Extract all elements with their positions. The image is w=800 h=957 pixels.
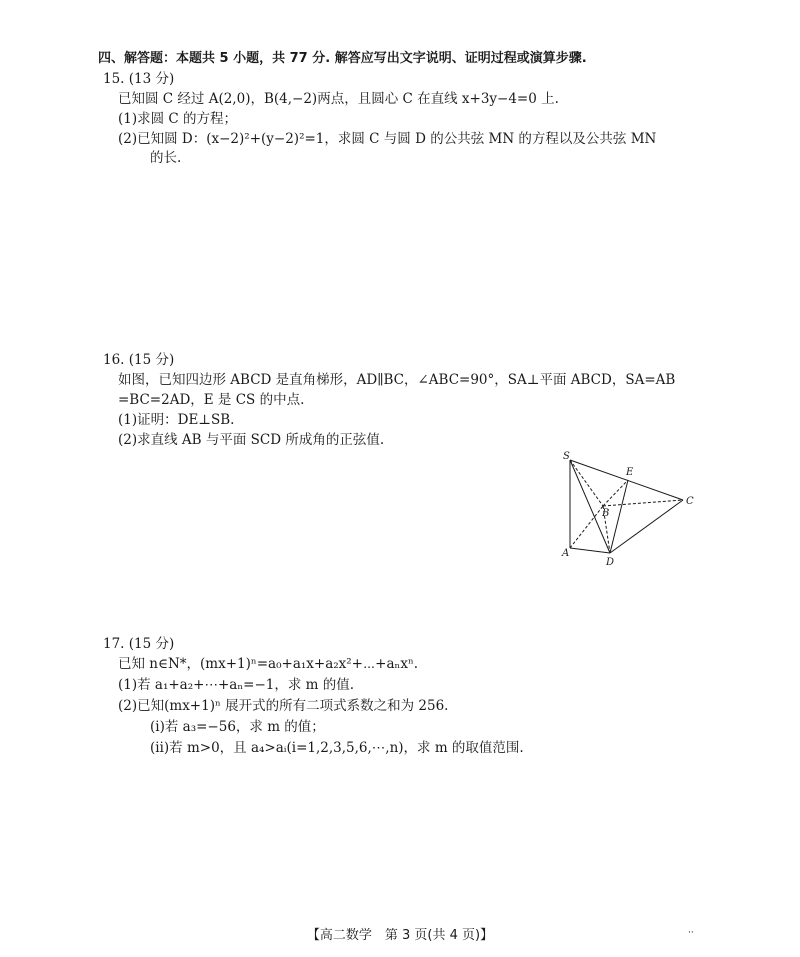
label-B: B [602, 508, 610, 519]
label-S: S [563, 451, 570, 462]
q15-part1: (1)求圆 C 的方程； [118, 111, 238, 127]
q15-number: 15. (13 分) [103, 71, 175, 87]
q16-stem-line2: =BC=2AD，E 是 CS 的中点. [118, 392, 305, 408]
edge-BC [603, 500, 683, 506]
q17-part2: (2)已知(mx+1)ⁿ 展开式的所有二项式系数之和为 256. [118, 698, 449, 714]
q17-part2-ii: (ⅱ)若 m>0，且 a₄>aᵢ(i=1,2,3,5,6,⋯,n)，求 m 的取值范围. [150, 740, 524, 756]
q16-stem-line1: 如图，已知四边形 ABCD 是直角梯形，AD∥BC，∠ABC=90°，SA⊥平面 ABCD，SA=AB [118, 372, 676, 388]
page-footer: 【高二数学 第 3 页(共 4 页)】 [306, 928, 494, 943]
label-C: C [686, 496, 694, 507]
q15-stem: 已知圆 C 经过 A(2,0)，B(4,−2)两点，且圆心 C 在直线 x+3y−4=0 上. [118, 91, 559, 107]
edge-SD [570, 460, 610, 553]
q16-number: 16. (15 分) [103, 352, 175, 368]
edge-AB [570, 506, 603, 548]
q15-part2-line2: 的长. [150, 150, 182, 166]
segment-BE [603, 480, 628, 506]
label-D: D [606, 557, 615, 568]
q17-number: 17. (15 分) [103, 636, 175, 652]
corner-mark: ·· [688, 928, 694, 938]
q17-part2-i: (ⅰ)若 a₃=−56，求 m 的值； [150, 719, 325, 735]
q15-part2-line1: (2)已知圆 D：(x−2)²+(y−2)²=1，求圆 C 与圆 D 的公共弦 MN 的方程以及公共弦 MN [118, 131, 657, 147]
q16-part2: (2)求直线 AB 与平面 SCD 所成角的正弦值. [118, 432, 385, 448]
edge-SC [570, 460, 683, 500]
section-heading: 四、解答题：本题共 5 小题，共 77 分. 解答应写出文字说明、证明过程或演算步骤. [98, 51, 587, 66]
label-A: A [562, 548, 570, 559]
q17-stem: 已知 n∈N*，(mx+1)ⁿ=a₀+a₁x+a₂x²+⋯+aₙxⁿ. [118, 656, 419, 672]
pyramid-figure [558, 450, 708, 575]
q17-part1: (1)若 a₁+a₂+⋯+aₙ=−1，求 m 的值. [118, 677, 355, 693]
label-E: E [626, 467, 634, 478]
q16-part1: (1)证明：DE⊥SB. [118, 412, 235, 428]
edge-AD [570, 548, 610, 553]
